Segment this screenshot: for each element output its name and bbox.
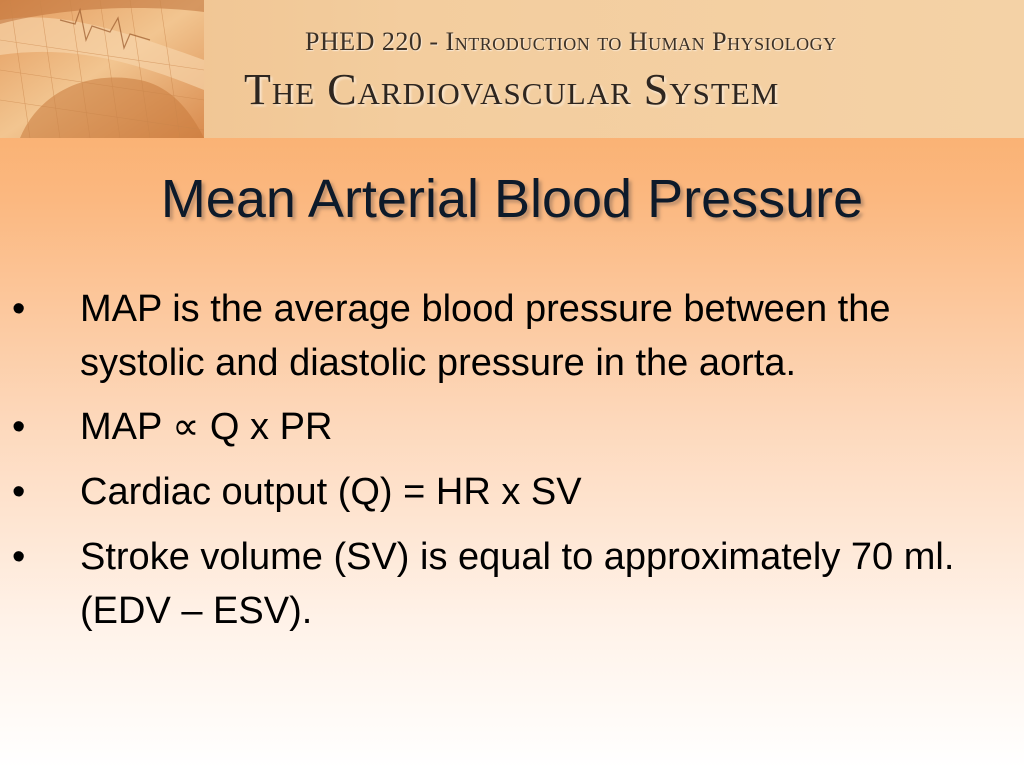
- bullet-item: [0, 400, 1024, 454]
- series-title: The Cardiovascular System: [244, 65, 780, 114]
- bullet-item: [0, 530, 1024, 638]
- bullet-item: [0, 465, 1024, 519]
- course-title: PHED 220 - Introduction to Human Physiology: [305, 27, 837, 56]
- header-banner: [0, 0, 1024, 138]
- bullet-text: MAP is the average blood pressure between the systolic and diastolic pressure in the aorta.: [80, 288, 891, 384]
- bullet-text: Cardiac output (Q) = HR x SV: [80, 471, 582, 513]
- bullet-text: Stroke volume (SV) is equal to approximately 70 ml. (EDV – ESV).: [80, 536, 955, 632]
- bullet-marker: •: [12, 406, 26, 448]
- bullet-marker: •: [12, 536, 26, 578]
- bullet-marker: •: [12, 471, 26, 513]
- bullet-text: MAP ∝ Q x PR: [80, 406, 333, 448]
- bullet-list: [0, 282, 1024, 638]
- bullet-marker: •: [12, 288, 26, 330]
- bullet-item: [0, 282, 1024, 390]
- slide-title: Mean Arterial Blood Pressure: [160, 169, 864, 229]
- ecg-paper-image: [0, 0, 204, 138]
